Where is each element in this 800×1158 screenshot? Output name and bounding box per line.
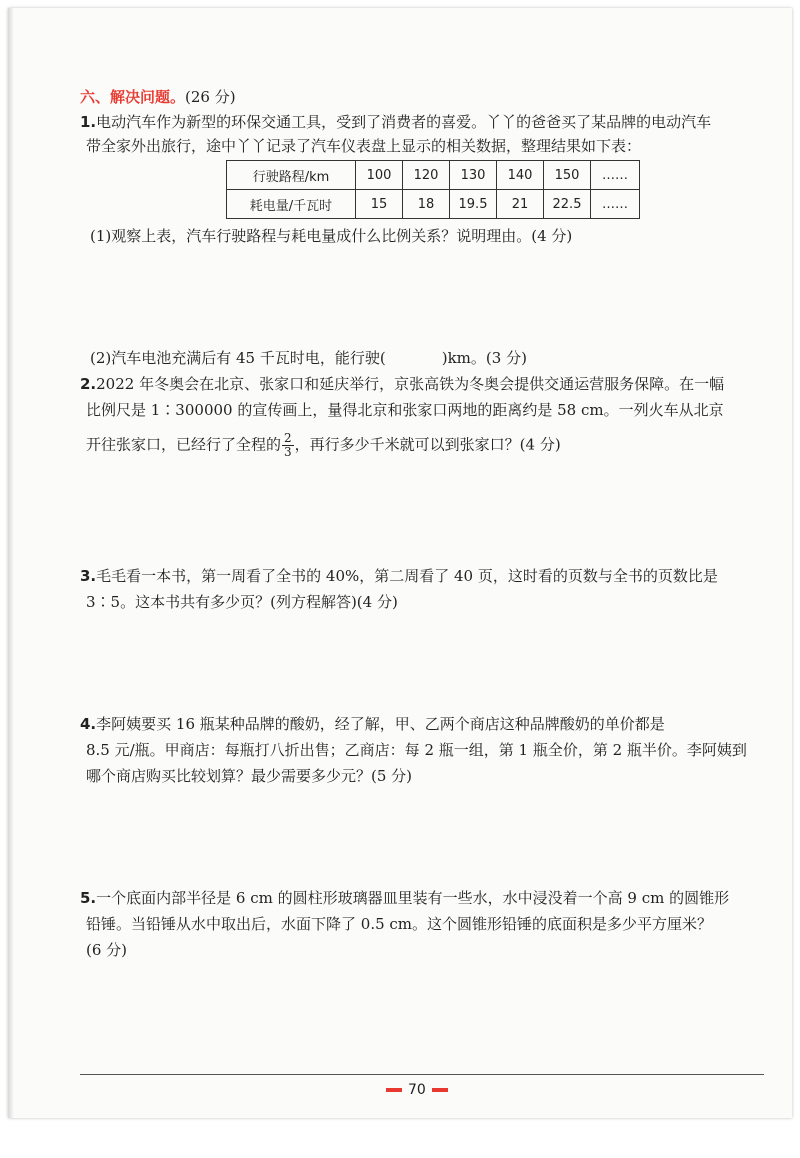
page-number-text: 70 (408, 1082, 426, 1098)
q2-line2: 比例尺是 1∶300000 的宣传画上，量得北京和张家口两地的距离约是 58 cm。一列火车从北京 (86, 401, 724, 419)
q1-sub2-text-b: )km。(3 分) (441, 349, 527, 367)
q1-line1 (80, 112, 711, 132)
data-table (226, 160, 640, 219)
table-header-distance: 行驶路程/km (227, 161, 356, 190)
fraction-two-thirds (282, 432, 294, 459)
table-cell: 15 (356, 190, 403, 219)
table-cell: 130 (450, 161, 497, 190)
q3-number: 3. (80, 567, 97, 585)
q1-sub2 (90, 348, 527, 368)
q1-text-1: 电动汽车作为新型的环保交通工具，受到了消费者的喜爱。丫丫的爸爸买了某品牌的电动汽车 (96, 113, 712, 131)
q5-line2: 铅锤。当铅锤从水中取出后，水面下降了 0.5 cm。这个圆锥形铅锤的底面积是多少平方厘米？ (86, 915, 713, 933)
table-row (227, 161, 640, 190)
footer-divider (80, 1074, 764, 1075)
table-cell: 21 (497, 190, 544, 219)
q3-line2: 3∶5。这本书共有多少页？(列方程解答)(4 分) (86, 593, 398, 611)
page-number-dash-left (386, 1088, 402, 1092)
q1-sub1: (1)观察上表，汽车行驶路程与耗电量成什么比例关系？说明理由。(4 分) (90, 227, 573, 245)
q3-text-1: 毛毛看一本书，第一周看了全书的 40%，第二周看了 40 页，这时看的页数与全书的页数比是 (96, 567, 718, 585)
table-cell: …… (591, 161, 640, 190)
q3-line1 (80, 566, 718, 586)
table-cell: 100 (356, 161, 403, 190)
q1-sub2-text-a: (2)汽车电池充满后有 45 千瓦时电，能行驶( (90, 349, 386, 367)
fraction-numerator: 2 (284, 431, 292, 445)
q4-line1 (80, 714, 665, 734)
page-number-dash-right (432, 1088, 448, 1092)
q1-number: 1. (80, 113, 97, 131)
table-cell: 19.5 (450, 190, 497, 219)
table-cell: 22.5 (544, 190, 591, 219)
table-cell: 140 (497, 161, 544, 190)
q5-number: 5. (80, 889, 97, 907)
q4-line3: 哪个商店购买比较划算？最少需要多少元？(5 分) (86, 767, 413, 785)
q2-line1 (80, 374, 724, 394)
q5-line1 (80, 888, 729, 908)
table-cell: …… (591, 190, 640, 219)
section-points: (26 分) (185, 88, 236, 106)
page-number (380, 1082, 454, 1098)
fraction-denominator: 3 (284, 445, 292, 459)
table-cell: 120 (403, 161, 450, 190)
q2-text-3a: 开往张家口，已经行了全程的 (86, 435, 282, 454)
q4-text-1: 李阿姨要买 16 瓶某种品牌的酸奶，经了解，甲、乙两个商店这种品牌酸奶的单价都是 (96, 715, 665, 733)
binding-shadow (8, 8, 14, 1118)
q5-line3: (6 分) (86, 941, 128, 959)
table-header-energy: 耗电量/千瓦时 (227, 190, 356, 219)
q2-number: 2. (80, 375, 97, 393)
q4-number: 4. (80, 715, 97, 733)
q4-line2: 8.5 元/瓶。甲商店：每瓶打八折出售；乙商店：每 2 瓶一组，第 1 瓶全价，第 2 瓶半价。李阿姨到 (86, 741, 747, 759)
q1-line2: 带全家外出旅行，途中丫丫记录了汽车仪表盘上显示的相关数据，整理结果如下表： (86, 137, 642, 155)
section-title-text: 六、解决问题。 (80, 88, 186, 106)
table-cell: 150 (544, 161, 591, 190)
q2-text-3b: ，再行多少千米就可以到张家口？(4 分) (294, 435, 561, 454)
table-row (227, 190, 640, 219)
q2-text-1: 2022 年冬奥会在北京、张家口和延庆举行，京张高铁为冬奥会提供交通运营服务保障。在一幅 (96, 375, 725, 393)
worksheet-page (8, 8, 792, 1118)
q5-text-1: 一个底面内部半径是 6 cm 的圆柱形玻璃器皿里装有一些水，水中浸没着一个高 9 cm 的圆锥形 (96, 889, 730, 907)
table-cell: 18 (403, 190, 450, 219)
section-title (80, 86, 236, 107)
q2-line3 (86, 432, 561, 459)
worksheet-content (8, 8, 792, 1118)
